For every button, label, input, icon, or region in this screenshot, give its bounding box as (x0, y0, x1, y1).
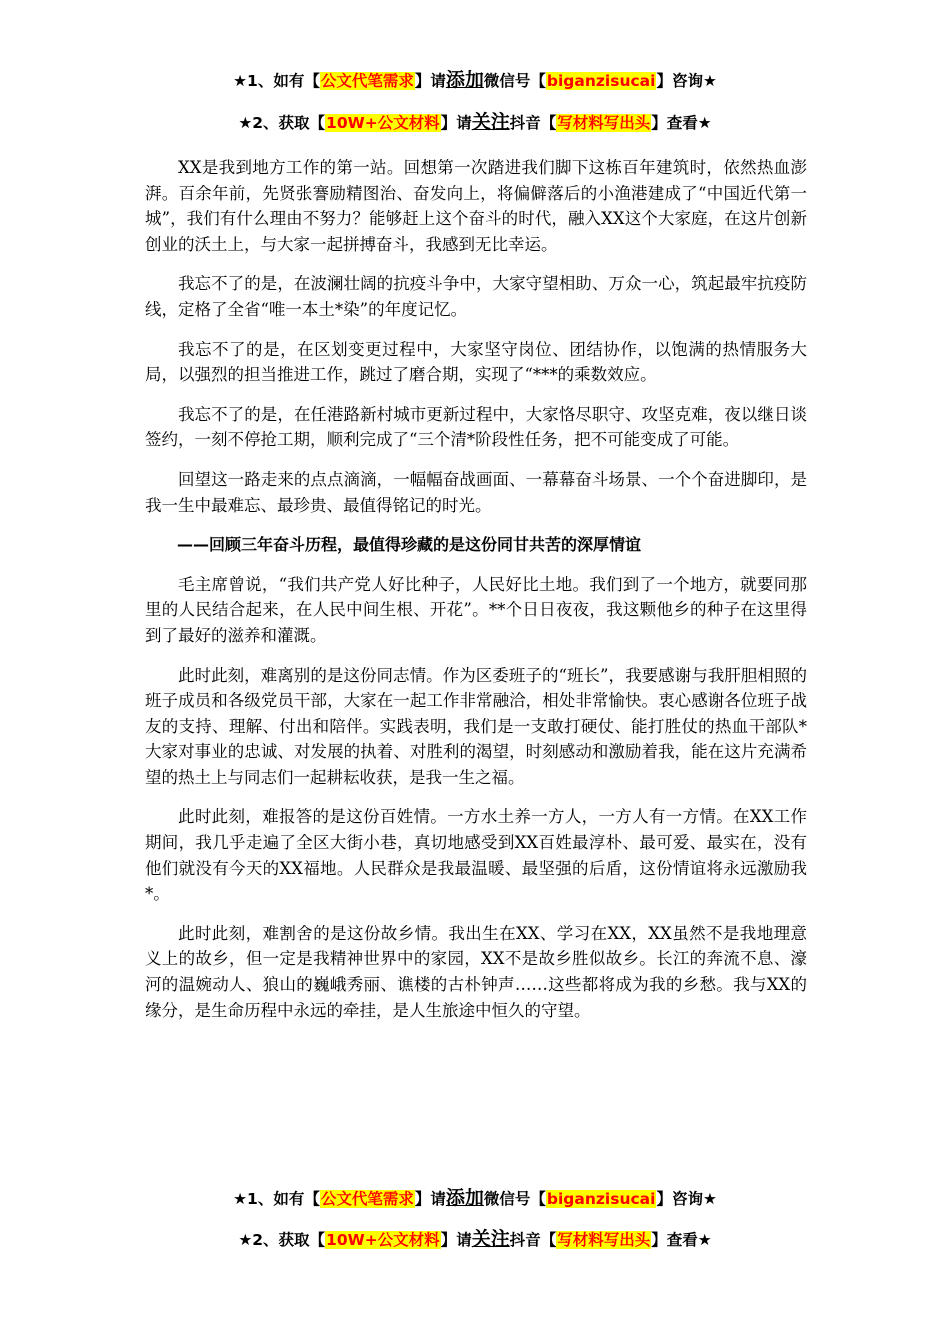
paragraph: 毛主席曾说，“我们共产党人好比种子，人民好比土地。我们到了一个地方，就要同那里的人民结合起来，在人民中间生根、开花”。**个日日夜夜，我这颗他乡的种子在这里得到了最好的滋养和灌溉。 (145, 574, 807, 645)
ad-text: 】咨询★ (656, 1190, 717, 1208)
ad-emphasis: 添加 (445, 1187, 484, 1209)
ad-highlight: 写材料写出头 (557, 114, 651, 132)
ad-highlight: 10W+公文材料 (326, 114, 440, 132)
paragraph: XX是我到地方工作的第一站。回想第一次踏进我们脚下这栋百年建筑时，依然热血澎湃。百余年前，先贤张謇励精图治、奋发向上，将偏僻落后的小渔港建成了“中国近代第一城”，我们有什么理由不努力？能够赶上这个奋斗的时代，融入XX这个大家庭，在这片创新创业的沃土上，与大家一起拼搏奋斗，我感到无比幸运。 (145, 158, 807, 254)
ad-emphasis: 关注 (471, 111, 510, 133)
ad-text: 】请 (414, 1190, 446, 1208)
ad-text: 】请 (440, 1231, 472, 1249)
document-body (145, 155, 807, 1037)
ad-highlight: 写材料写出头 (557, 1231, 651, 1249)
ad-line-2 (0, 110, 950, 135)
ad-text: 】请 (440, 114, 472, 132)
ad-highlight: 10W+公文材料 (326, 1231, 440, 1249)
paragraph: 我忘不了的是，在任港路新村城市更新过程中，大家恪尽职守、攻坚克难，夜以继日谈签约，一刻不停抢工期，顺利完成了“三个清*阶段性任务，把不可能变成了可能。 (145, 404, 807, 450)
ad-text: 微信号【 (483, 1190, 546, 1208)
ad-text: 抖音【 (509, 114, 557, 132)
paragraph: 回望这一路走来的点点滴滴，一幅幅奋战画面、一幕幕奋斗场景、一个个奋进脚印，是我一生中最难忘、最珍贵、最值得铭记的时光。 (145, 469, 807, 515)
section-subheading: ——回顾三年奋斗历程，最值得珍藏的是这份同甘共苦的深厚情谊 (177, 535, 642, 555)
ad-emphasis: 添加 (445, 69, 484, 91)
ad-text: ★2、获取【 (238, 114, 326, 132)
ad-line-4 (0, 1227, 950, 1252)
ad-line-1 (0, 68, 950, 93)
paragraph: 此时此刻，难离别的是这份同志情。作为区委班子的“班长”，我要感谢与我肝胆相照的班子成员和各级党员干部，大家在一起工作非常融洽，相处非常愉快。衷心感谢各位班子战友的支持、理解、付出和陪伴。实践表明，我们是一支敢打硬仗、能打胜仗的热血干部队*大家对事业的忠诚、对发展的执着、对胜利的渴望，时刻感动和激励着我，能在这片充满希望的热土上与同志们一起耕耘收获，是我一生之福。 (145, 665, 807, 787)
paragraph: 我忘不了的是，在波澜壮阔的抗疫斗争中，大家守望相助、万众一心，筑起最牢抗疫防线，定格了全省“唯一本土*染”的年度记忆。 (145, 274, 807, 319)
ad-text: 】咨询★ (656, 72, 717, 90)
ad-text: 】查看★ (651, 1231, 712, 1249)
ad-text: 】查看★ (651, 114, 712, 132)
ad-highlight: 公文代笔需求 (320, 1190, 414, 1208)
ad-highlight: biganzisucai (546, 72, 656, 90)
paragraph: 此时此刻，难报答的是这份百姓情。一方水土养一方人，一方人有一方情。在XX工作期间，我几乎走遍了全区大街小巷，真切地感受到XX百姓最淳朴、最可爱、最实在，没有他们就没有今天的XX福地。人民群众是我最温暖、最坚强的后盾，这份情谊将永远激励我*。 (145, 807, 807, 904)
ad-text: 微信号【 (483, 72, 546, 90)
ad-highlight: 公文代笔需求 (320, 72, 414, 90)
ad-emphasis: 关注 (471, 1228, 510, 1250)
paragraph: 此时此刻，难割舍的是这份故乡情。我出生在XX、学习在XX，XX虽然不是我地理意义上的故乡，但一定是我精神世界中的家园，XX不是故乡胜似故乡。长江的奔流不息、濠河的温婉动人、狼山的巍峨秀丽、谯楼的古朴钟声……这些都将成为我的乡愁。我与XX的缘分，是生命历程中永远的牵挂，是人生旅途中恒久的守望。 (145, 923, 807, 1020)
ad-text: 抖音【 (509, 1231, 557, 1249)
ad-text: ★1、如有【 (233, 72, 320, 90)
ad-highlight: biganzisucai (546, 1190, 656, 1208)
ad-text: ★1、如有【 (233, 1190, 320, 1208)
ad-text: ★2、获取【 (238, 1231, 326, 1249)
paragraph: 我忘不了的是，在区划变更过程中，大家坚守岗位、团结协作，以饱满的热情服务大局，以强烈的担当推进工作，跳过了磨合期，实现了“***的乘数效应。 (145, 339, 807, 385)
ad-line-3 (0, 1186, 950, 1211)
ad-text: 】请 (414, 72, 446, 90)
